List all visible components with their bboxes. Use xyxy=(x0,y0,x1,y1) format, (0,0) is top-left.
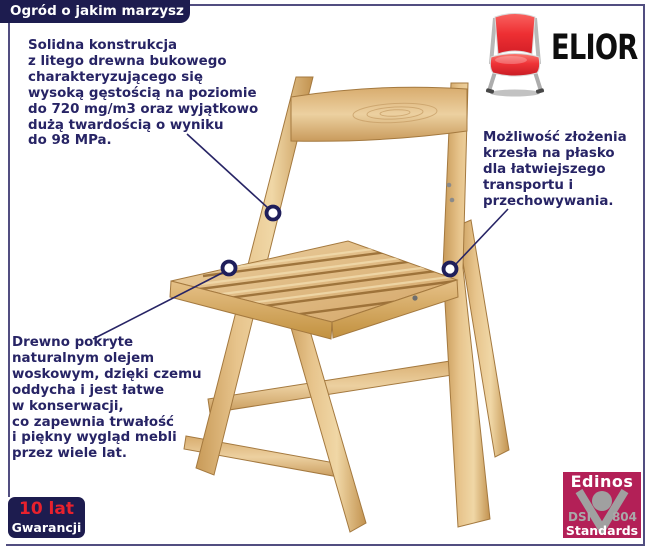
callout-point-construction xyxy=(267,207,280,220)
warranty-value: 10 lat xyxy=(18,499,74,519)
warranty-badge xyxy=(8,497,85,538)
text-line: do 720 mg/m3 oraz wyjątkowo xyxy=(28,101,259,117)
text-line: przez wiele lat. xyxy=(12,446,128,462)
text-line: transportu i xyxy=(483,177,574,193)
text-line: Drewno pokryte xyxy=(12,335,134,350)
standards-label: Standards xyxy=(565,523,639,538)
text-line: i piękny wygląd mebli xyxy=(12,430,177,446)
text-line: dużą twardością o wyniku xyxy=(28,117,224,133)
text-line: do 98 MPa. xyxy=(28,133,112,149)
standards-badge xyxy=(563,472,641,538)
text-line: charakteryzującego się xyxy=(28,69,203,85)
text-line: co zapewnia trwałość xyxy=(12,414,174,430)
callout-line-finish xyxy=(93,272,224,339)
standards-left-text: DSI xyxy=(568,510,592,524)
text-line: z litego drewna bukowego xyxy=(28,53,227,69)
banner xyxy=(0,0,190,23)
callout-point-finish xyxy=(223,262,236,275)
callout-text-folding xyxy=(483,130,627,210)
text-line: Możliwość złożenia xyxy=(483,130,627,145)
text-line: Solidna konstrukcja xyxy=(28,38,178,53)
text-line: wysoką gęstością na poziomie xyxy=(28,85,257,101)
text-line: krzesła na płasko xyxy=(483,145,615,161)
standards-right-text: 804 xyxy=(611,510,637,524)
red-chair-icon xyxy=(485,10,545,98)
brand-logo xyxy=(485,10,643,96)
callout-point-folding xyxy=(444,263,457,276)
warranty-label: Gwarancji xyxy=(11,520,82,535)
banner-title: Ogród o jakim marzysz xyxy=(10,3,184,19)
callout-text-construction xyxy=(28,38,258,149)
text-line: w konserwacji, xyxy=(12,398,124,414)
callout-line-folding xyxy=(455,209,508,265)
text-line: dla łatwiejszego xyxy=(483,161,606,177)
text-line: oddycha i jest łatwe xyxy=(12,382,165,398)
text-line: naturalnym olejem xyxy=(12,350,155,366)
callout-text-finish xyxy=(12,335,202,462)
text-line: przechowywania. xyxy=(483,193,614,209)
standards-brand: Edinos xyxy=(570,472,634,491)
brand-name: ELIOR xyxy=(551,28,638,68)
text-line: woskowym, dzięki czemu xyxy=(12,366,202,382)
